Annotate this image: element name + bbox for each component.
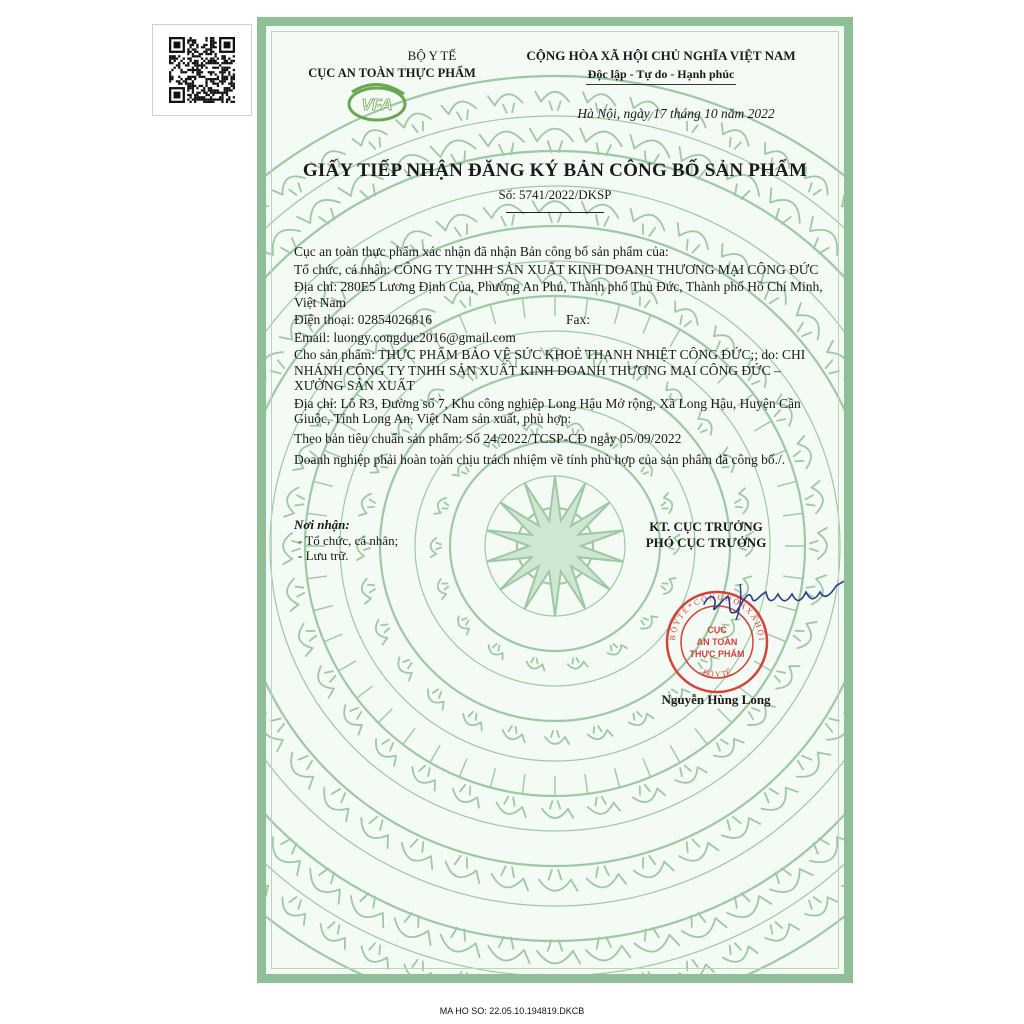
file-code: MA HO SO: 22.05.10.194819.DKCB [439,1006,585,1016]
stamp-ring-bottom: BỘ Y TẾ [701,667,733,680]
stamp-line-2: AN TOÀN [696,637,738,647]
recipients-block [294,517,534,564]
stamp-ring-top: B Ộ Y T Ế * C Ộ N G H Ò A X Ã H Ộ I [667,592,766,641]
signatory-role-line-1: KT. CỤC TRƯỞNG [649,519,763,534]
vfa-logo [344,80,410,124]
factory-address-text: Địa chỉ: Lô R3, Đường số 7, Khu công nghiệp Long Hậu Mở rộng, Xã Long Hậu, Huyện Cần Giuộc, Tỉnh Long An, Việt Nam sản xuất, phù hợp: [294,395,801,426]
stamp-line-1: CỤC [707,625,727,635]
qr-code-icon [169,37,235,103]
product-text: Cho sản phẩm: THỰC PHẨM BẢO VỆ SỨC KHOẺ THANH NHIỆT CÔNG ĐỨC;; do: CHI NHÁNH CÔNG TY TNHH SẢN XUẤT KINH DOANH THƯƠNG MẠI CÔNG ĐỨC – XƯỞNG SẢN XUẤT [294,347,806,393]
recipients-heading: Nơi nhận: [294,517,350,532]
recipient-item: - Lưu trữ. [298,548,349,563]
agency-name: CỤC AN TOÀN THỰC PHẨM [308,66,476,80]
certificate-page [257,17,853,983]
responsibility-text: Doanh nghiệp phải hoàn toàn chịu trách nhiệm về tính phù hợp của sản phẩm đã công bố./. [294,452,786,467]
qr-code [152,24,252,116]
stamp-line-3: THỰC PHẨM [689,649,745,659]
certificate-body [294,244,832,470]
motto-underline [586,84,736,85]
intro-text: Cục an toàn thực phẩm xác nhận đã nhận Bản công bố sản phẩm của: [294,244,669,259]
address-text: Địa chỉ: 280E5 Lương Định Của, Phường An Phú, Thành phố Thủ Đức, Thành phố Hồ Chí Minh, Việt Nam [294,279,823,310]
recipient-item: - Tổ chức, cá nhân; [298,532,399,548]
title-underline [506,212,604,213]
handwritten-signature [696,574,853,624]
signer-name: Nguyễn Hùng Long [661,692,771,707]
vfa-logo-text: VFA [361,97,393,114]
ministry-name: BỘ Y TẾ [407,48,457,63]
fax-text: Fax: [566,312,591,327]
national-motto: Độc lập - Tự do - Hạnh phúc [587,67,735,81]
issue-date: Hà Nội, ngày 17 tháng 10 năm 2022 [577,106,775,121]
signatory-role [596,519,816,551]
signatory-role-line-2: PHÓ CỤC TRƯỞNG [645,535,767,550]
svg-text:BỘ Y TẾ [702,667,733,679]
document-number: Số: 5741/2022/DKSP [498,187,612,202]
organization-text: Tổ chức, cá nhân: CÔNG TY TNHH SẢN XUẤT KINH DOANH THƯƠNG MẠI CÔNG ĐỨC [294,261,819,277]
standard-text: Theo bản tiêu chuẩn sản phẩm: Số 24/2022/TCSP-CĐ ngày 05/09/2022 [294,430,682,446]
email-text: Email: luongy.congduc2016@gmail.com [294,329,516,345]
phone-text: Điện thoại: 02854026816 [294,312,432,327]
contact-line [294,312,832,328]
document-title: GIẤY TIẾP NHẬN ĐĂNG KÝ BẢN CÔNG BỐ SẢN PHẨM [302,160,808,181]
republic-name: CỘNG HÒA XÃ HỘI CHỦ NGHĨA VIỆT NAM [526,48,796,63]
